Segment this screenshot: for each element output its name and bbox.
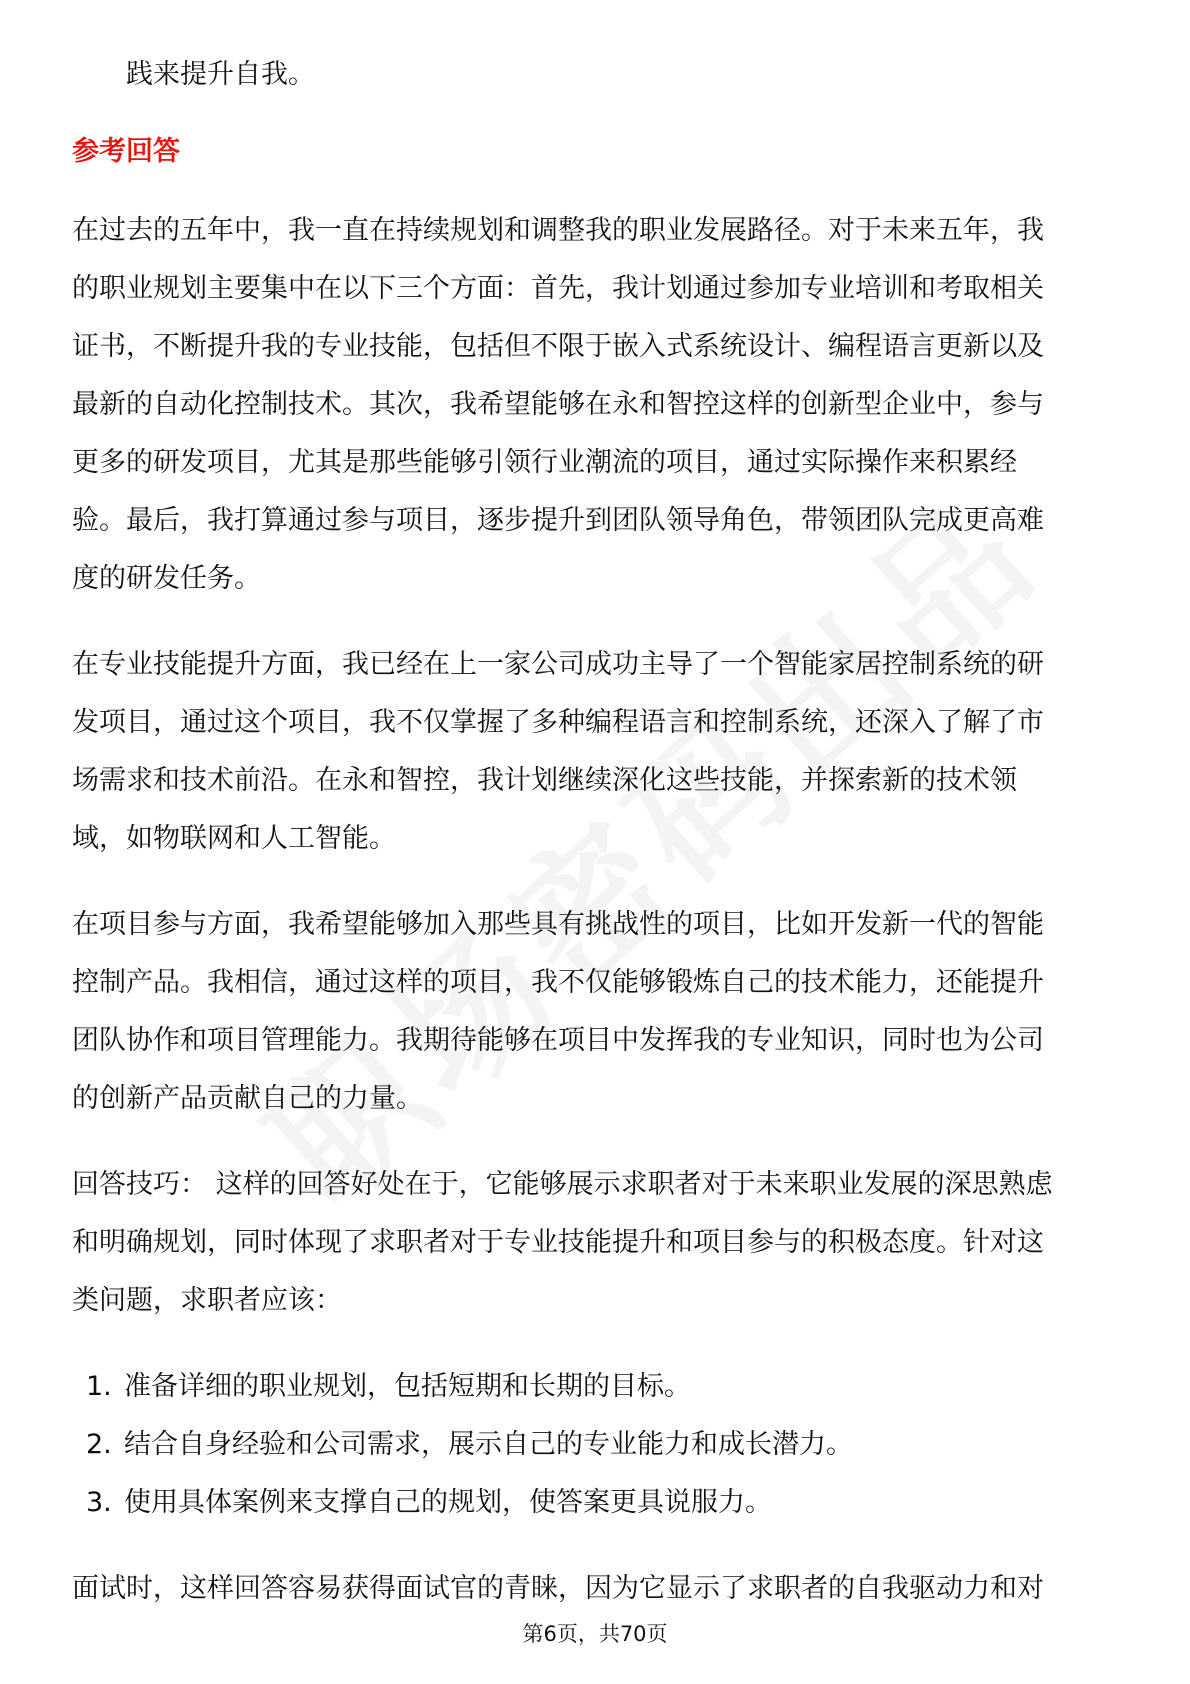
- answer-paragraph-2: [72, 636, 1118, 868]
- paragraph-line: 证书，不断提升我的专业技能，包括但不限于嵌入式系统设计、编程语言更新以及: [72, 331, 1044, 362]
- list-item-number: 2.: [86, 1429, 112, 1460]
- paragraph-line: 在过去的五年中，我一直在持续规划和调整我的职业发展路径。对于未来五年，我: [72, 215, 1044, 246]
- paragraph-line: 的创新产品贡献自己的力量。: [72, 1083, 423, 1114]
- paragraph-line: 更多的研发项目，尤其是那些能够引领行业潮流的项目，通过实际操作来积累经: [72, 447, 1017, 478]
- paragraph-line: 验。最后，我打算通过参与项目，逐步提升到团队领导角色，带领团队完成更高难: [72, 505, 1044, 536]
- paragraph-line: 团队协作和项目管理能力。我期待能够在项目中发挥我的专业知识，同时也为公司: [72, 1025, 1044, 1056]
- list-item: [72, 1474, 1118, 1532]
- paragraph-line: 的职业规划主要集中在以下三个方面：首先，我计划通过参加专业培训和考取相关: [72, 273, 1044, 304]
- list-item: [72, 1358, 1118, 1416]
- paragraph-line: 和明确规划，同时体现了求职者对于专业技能提升和项目参与的积极态度。针对这: [72, 1227, 1044, 1258]
- paragraph-line: 类问题，求职者应该：: [72, 1285, 342, 1316]
- list-item-text: 准备详细的职业规划，包括短期和长期的目标。: [124, 1371, 691, 1402]
- list-item-text: 使用具体案例来支撑自己的规划，使答案更具说服力。: [124, 1487, 772, 1518]
- answer-paragraph-1: [72, 202, 1118, 608]
- closing-line: 面试时，这样回答容易获得面试官的青睐，因为它显示了求职者的自我驱动力和对: [72, 1573, 1044, 1604]
- list-item-number: 1.: [86, 1371, 112, 1402]
- paragraph-line: 最新的自动化控制技术。其次，我希望能够在永和智控这样的创新型企业中，参与: [72, 389, 1044, 420]
- page-number-footer: 第6页，共70页: [522, 1622, 668, 1646]
- paragraph-line: 场需求和技术前沿。在永和智控，我计划继续深化这些技能，并探索新的技术领: [72, 765, 1017, 796]
- section-heading: 参考回答: [72, 136, 180, 167]
- paragraph-line: 度的研发任务。: [72, 563, 261, 594]
- paragraph-line: 域，如物联网和人工智能。: [72, 823, 396, 854]
- paragraph-line: 控制产品。我相信，通过这样的项目，我不仅能够锻炼自己的技术能力，还能提升: [72, 967, 1044, 998]
- list-item: [72, 1416, 1118, 1474]
- tips-list: [72, 1358, 1118, 1532]
- paragraph-line: 回答技巧： 这样的回答好处在于，它能够展示求职者对于未来职业发展的深思熟虑: [72, 1169, 1053, 1200]
- paragraph-line: 在专业技能提升方面，我已经在上一家公司成功主导了一个智能家居控制系统的研: [72, 649, 1044, 680]
- list-item-number: 3.: [86, 1487, 112, 1518]
- page-content: [72, 46, 1118, 1618]
- answer-paragraph-3: [72, 896, 1118, 1128]
- paragraph-line: 在项目参与方面，我希望能够加入那些具有挑战性的项目，比如开发新一代的智能: [72, 909, 1044, 940]
- list-item-text: 结合自身经验和公司需求，展示自己的专业能力和成长潜力。: [124, 1429, 853, 1460]
- intro-tail-text: 践来提升自我。: [126, 59, 315, 90]
- answer-tips-paragraph: [72, 1156, 1118, 1330]
- paragraph-line: 发项目，通过这个项目，我不仅掌握了多种编程语言和控制系统，还深入了解了市: [72, 707, 1044, 738]
